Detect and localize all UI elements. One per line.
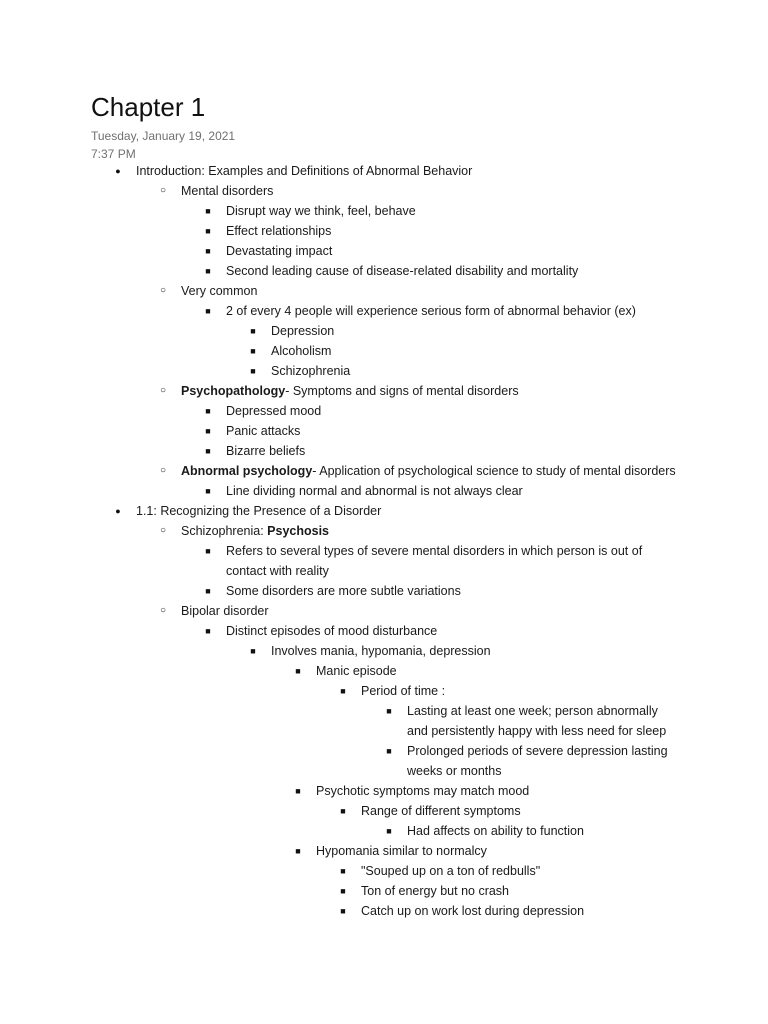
list-item-body: Line dividing normal and abnormal is not always clear [226,484,523,498]
list-item [0,781,768,801]
list-item-body: Alcoholism [271,344,332,358]
bullet-square-icon: ■ [205,306,211,316]
bullet-square-icon: ■ [205,626,211,636]
list-item-body: Effect relationships [226,224,332,238]
bullet-square-icon: ■ [340,906,346,916]
bullet-circle-icon: ○ [159,525,167,536]
list-item [0,181,768,201]
list-item-body: 2 of every 4 people will experience serious form of abnormal behavior (ex) [226,304,636,318]
bullet-square-icon: ■ [340,806,346,816]
list-item-text [361,901,584,921]
list-item-text [226,401,321,421]
list-item-text [316,781,529,801]
list-item-text [316,661,397,681]
list-item-text [181,601,269,621]
list-item-body: Introduction: Examples and Definitions of Abnormal Behavior [136,164,473,178]
bullet-square-icon: ■ [205,446,211,456]
list-item-body: Schizophrenia [271,364,351,378]
term-bold: Psychosis [267,524,330,538]
list-item-text [407,821,584,841]
list-item [0,641,768,661]
list-item-body: Lasting at least one week; person abnormally and persistently happy with less need for sleep [407,704,667,738]
list-item-text [271,341,331,361]
bullet-square-icon: ■ [205,246,211,256]
list-item-body: Hypomania similar to normalcy [316,844,487,858]
list-item-text [407,741,682,781]
bullet-disc-icon: ● [115,166,121,176]
list-item-body: - Application of psychological science to study of mental disorders [312,464,676,478]
notes-outline [0,161,768,921]
list-item [0,621,768,641]
bullet-square-icon: ■ [295,666,301,676]
list-item [0,801,768,821]
list-item-text [226,441,305,461]
list-item [0,701,768,741]
list-item-text [271,361,350,381]
list-item-text [226,581,461,601]
list-item [0,221,768,241]
list-item [0,381,768,401]
list-item [0,261,768,281]
list-item-body: Had affects on ability to function [407,824,584,838]
bullet-square-icon: ■ [205,546,211,556]
list-item-text [226,421,300,441]
term-bold: Psychopathology [181,384,286,398]
bullet-square-icon: ■ [340,866,346,876]
list-item [0,861,768,881]
bullet-circle-icon: ○ [159,285,167,296]
list-item-text [361,881,509,901]
list-item [0,281,768,301]
list-item-body: Psychotic symptoms may match mood [316,784,530,798]
bullet-square-icon: ■ [205,266,211,276]
list-item-body: Catch up on work lost during depression [361,904,585,918]
list-item-text [271,321,334,341]
list-item [0,321,768,341]
term-bold: Abnormal psychology [181,464,313,478]
list-item [0,241,768,261]
list-item-body: Devastating impact [226,244,333,258]
list-item [0,401,768,421]
list-item-text [226,541,656,581]
list-item-body: Range of different symptoms [361,804,521,818]
list-item-text [181,381,519,401]
bullet-square-icon: ■ [386,746,392,756]
bullet-circle-icon: ○ [159,385,167,396]
bullet-square-icon: ■ [340,686,346,696]
list-item-text [226,261,578,281]
list-item-body: 1.1: Recognizing the Presence of a Disorder [136,504,382,518]
bullet-square-icon: ■ [250,326,256,336]
list-item [0,421,768,441]
bullet-square-icon: ■ [295,846,301,856]
list-item [0,361,768,381]
list-item-text [181,181,273,201]
bullet-square-icon: ■ [205,586,211,596]
bullet-square-icon: ■ [205,226,211,236]
list-item [0,901,768,921]
note-time: 7:37 PM [91,147,136,161]
list-item-body: Period of time : [361,684,446,698]
list-item-body: Panic attacks [226,424,301,438]
list-item-text [226,481,523,501]
list-item [0,601,768,621]
list-item-text [226,201,416,221]
list-item-body: Schizophrenia: [181,524,268,538]
list-item [0,661,768,681]
list-item-text [226,221,331,241]
list-item-text [181,521,329,541]
bullet-square-icon: ■ [205,406,211,416]
list-item-text [136,161,472,181]
bullet-disc-icon: ● [115,506,121,516]
list-item [0,681,768,701]
bullet-circle-icon: ○ [159,465,167,476]
list-item-body: Bipolar disorder [181,604,269,618]
list-item [0,521,768,541]
bullet-square-icon: ■ [250,646,256,656]
list-item [0,441,768,461]
list-item-body: Ton of energy but no crash [361,884,510,898]
list-item-text [361,681,445,701]
bullet-square-icon: ■ [295,786,301,796]
bullet-square-icon: ■ [386,706,392,716]
page-title: Chapter 1 [91,92,206,122]
list-item-body: Depressed mood [226,404,322,418]
bullet-square-icon: ■ [250,366,256,376]
list-item-text [316,841,487,861]
list-item-body: Second leading cause of disease-related disability and mortality [226,264,579,278]
list-item-body: "Souped up on a ton of redbulls" [361,864,541,878]
list-item-body: Disrupt way we think, feel, behave [226,204,416,218]
list-item [0,301,768,321]
list-item-body: Prolonged periods of severe depression lasting weeks or months [407,744,668,778]
list-item-text [226,241,332,261]
list-item-text [407,701,682,741]
list-item-text [136,501,381,521]
list-item-text [361,801,521,821]
list-item [0,341,768,361]
list-item [0,461,768,481]
list-item [0,581,768,601]
list-item [0,201,768,221]
list-item-text [226,621,437,641]
list-item [0,741,768,781]
list-item [0,541,768,581]
list-item [0,161,768,181]
bullet-square-icon: ■ [205,206,211,216]
list-item-body: Refers to several types of severe mental disorders in which person is out of contact with reality [226,544,643,578]
list-item-text [181,461,676,481]
bullet-square-icon: ■ [205,426,211,436]
list-item-text [226,301,636,321]
list-item-body: - Symptoms and signs of mental disorders [285,384,519,398]
list-item-text [181,281,257,301]
bullet-square-icon: ■ [205,486,211,496]
list-item-text [361,861,540,881]
list-item-body: Bizarre beliefs [226,444,306,458]
list-item-body: Mental disorders [181,184,274,198]
list-item-body: Depression [271,324,335,338]
list-item [0,501,768,521]
list-item-body: Manic episode [316,664,397,678]
bullet-square-icon: ■ [250,346,256,356]
note-date: Tuesday, January 19, 2021 [91,129,236,143]
list-item-body: Involves mania, hypomania, depression [271,644,491,658]
list-item [0,821,768,841]
list-item [0,881,768,901]
list-item-body: Some disorders are more subtle variations [226,584,461,598]
list-item-body: Very common [181,284,258,298]
list-item [0,841,768,861]
list-item-body: Distinct episodes of mood disturbance [226,624,438,638]
list-item-text [271,641,491,661]
bullet-circle-icon: ○ [159,605,167,616]
bullet-square-icon: ■ [386,826,392,836]
list-item [0,481,768,501]
bullet-square-icon: ■ [340,886,346,896]
bullet-circle-icon: ○ [159,185,167,196]
